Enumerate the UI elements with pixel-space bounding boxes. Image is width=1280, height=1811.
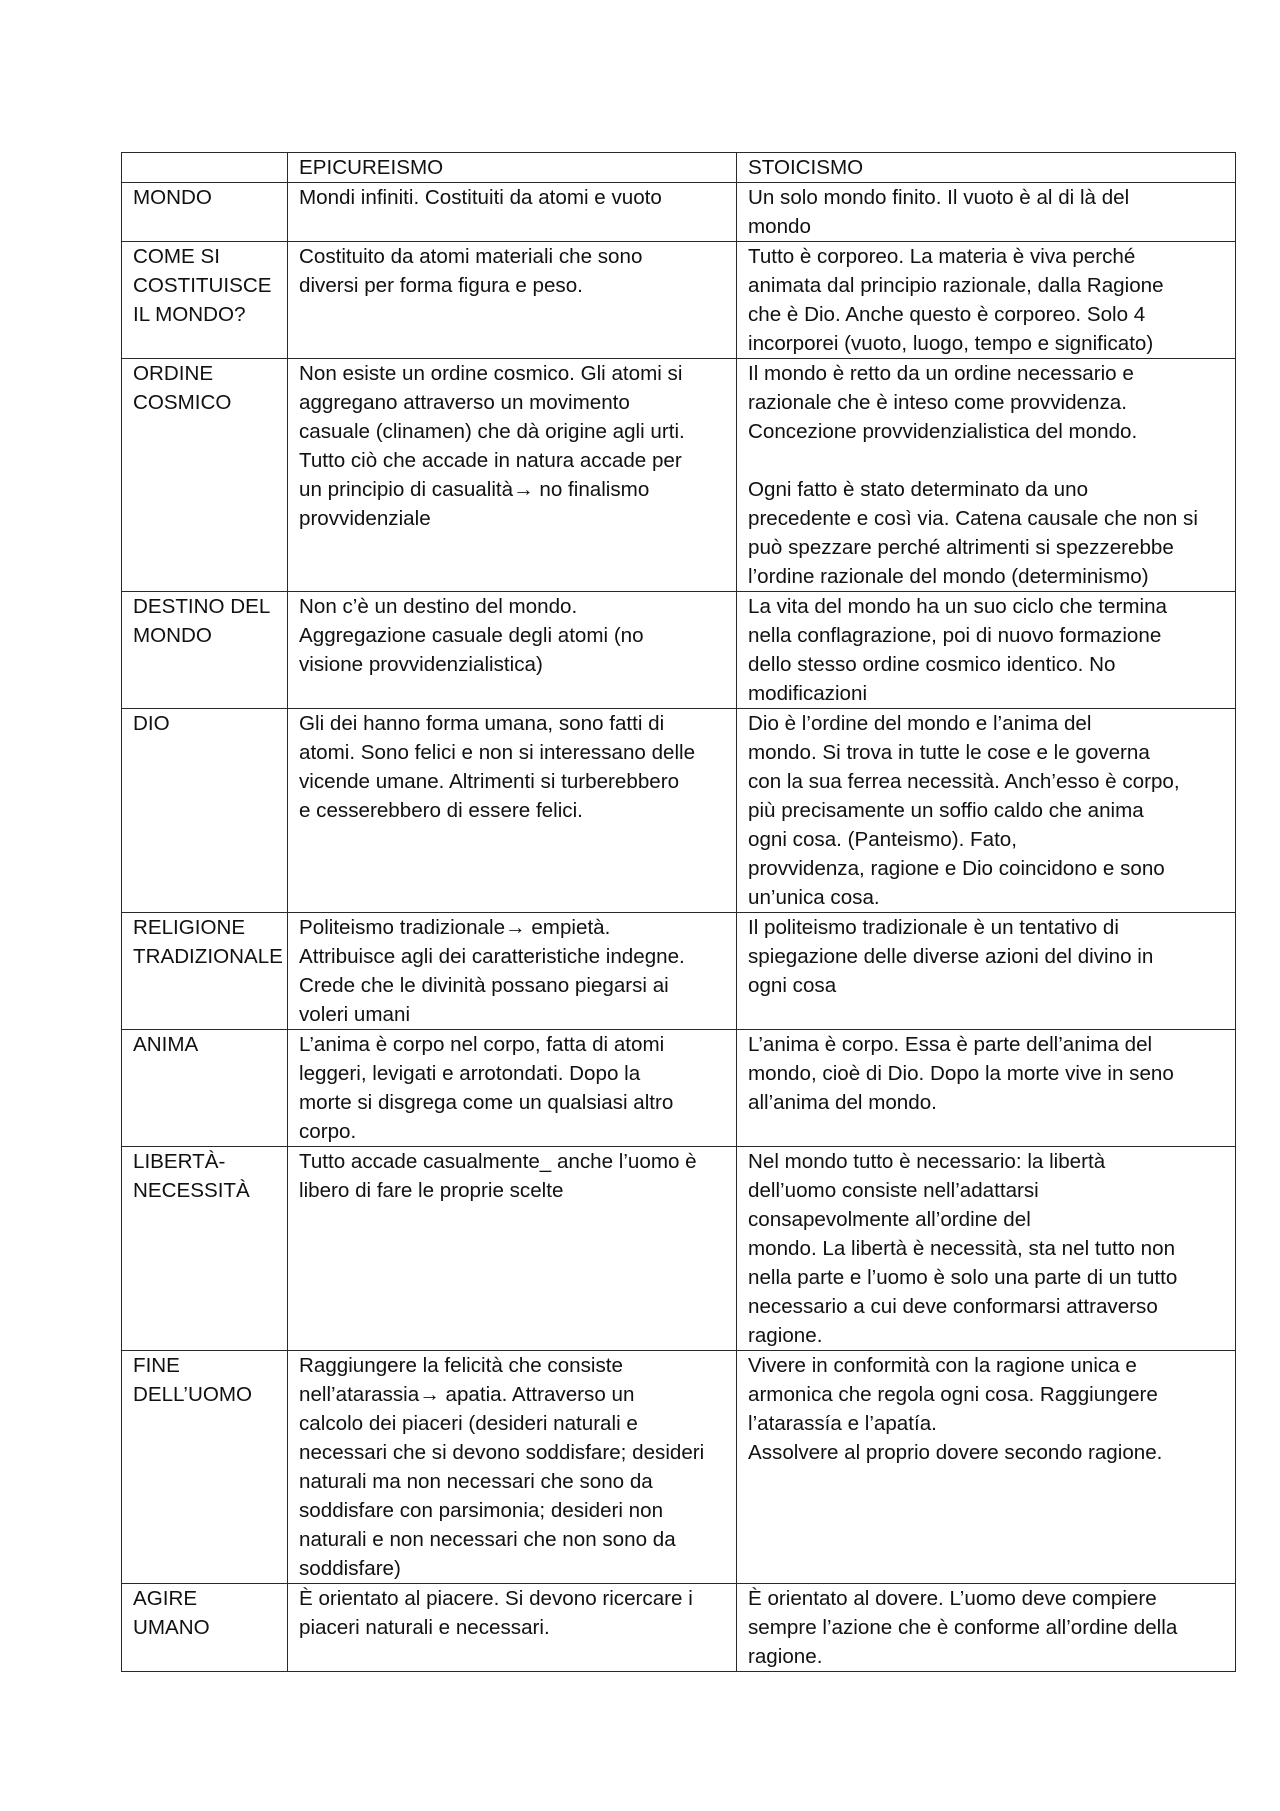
cell-text-line: Tutto ciò che accade in natura accade per: [299, 449, 682, 472]
cell-text-line: Un solo mondo finito. Il vuoto è al di là del: [748, 186, 1130, 209]
cell-text-line: corpo.: [299, 1120, 357, 1143]
cell-text-line: mondo: [748, 215, 811, 238]
cell-text-line: necessari che si devono soddisfare; desideri: [299, 1441, 705, 1464]
epicureismo-cell: [288, 1147, 737, 1351]
row-label-cell: [122, 242, 288, 359]
cell-text-line: morte si disgrega come un qualsiasi altro: [299, 1091, 674, 1114]
cell-text-line: Raggiungere la felicità che consiste: [299, 1354, 623, 1377]
cell-text-line: DIO: [133, 712, 170, 735]
epicureismo-cell: [288, 1030, 737, 1147]
cell-text-line: dello stesso ordine cosmico identico. No: [748, 653, 1116, 676]
cell-text-line: consapevolmente all’ordine del: [748, 1208, 1031, 1231]
header-epicureismo: EPICUREISMO: [288, 153, 737, 183]
cell-text-line: nella conflagrazione, poi di nuovo formazione: [748, 624, 1162, 647]
cell-text-line: animata dal principio razionale, dalla Ragione: [748, 274, 1164, 297]
cell-text-line: COSTITUISCE: [133, 274, 272, 297]
cell-text-line: Concezione provvidenzialistica del mondo.: [748, 420, 1138, 443]
cell-text-line: Non c’è un destino del mondo.: [299, 595, 578, 618]
cell-text-line: aggregano attraverso un movimento: [299, 391, 630, 414]
cell-text-line: DESTINO DEL: [133, 595, 271, 618]
cell-text-line: provvidenziale: [299, 507, 431, 530]
table-row: [122, 709, 1236, 913]
cell-text-line: LIBERTÀ-: [133, 1150, 226, 1173]
stoicismo-cell: [737, 1147, 1236, 1351]
epicureismo-cell: [288, 913, 737, 1030]
cell-text-line: razionale che è inteso come provvidenza.: [748, 391, 1127, 414]
cell-text-line: può spezzare perché altrimenti si spezzerebbe: [748, 536, 1174, 559]
table-row: [122, 183, 1236, 242]
cell-text-line: provvidenza, ragione e Dio coincidono e sono: [748, 857, 1165, 880]
cell-text-line: RELIGIONE: [133, 916, 246, 939]
cell-text-line: mondo. La libertà è necessità, sta nel tutto non: [748, 1237, 1176, 1260]
cell-text-line: Gli dei hanno forma umana, sono fatti di: [299, 712, 665, 735]
cell-text-line: ANIMA: [133, 1033, 199, 1056]
cell-text-line: ogni cosa. (Panteismo). Fato,: [748, 828, 1017, 851]
epicureismo-cell: [288, 709, 737, 913]
stoicismo-cell: [737, 183, 1236, 242]
cell-text-line: voleri umani: [299, 1003, 411, 1026]
cell-text-line: MONDO: [133, 186, 212, 209]
epicureismo-cell: [288, 592, 737, 709]
row-label-cell: [122, 1584, 288, 1672]
cell-text-line: soddisfare): [299, 1557, 401, 1580]
cell-text-line: ragione.: [748, 1324, 823, 1347]
cell-text-line: COME SI: [133, 245, 220, 268]
cell-text-line: Non esiste un ordine cosmico. Gli atomi si: [299, 362, 683, 385]
cell-text-line: all’anima del mondo.: [748, 1091, 937, 1114]
table-row: [122, 913, 1236, 1030]
cell-text-line: naturali e non necessari che non sono da: [299, 1528, 676, 1551]
cell-text-line: l’atarassía e l’apatía.: [748, 1412, 937, 1435]
row-label-cell: [122, 709, 288, 913]
cell-text-line: AGIRE: [133, 1587, 198, 1610]
cell-text-line: È orientato al dovere. L’uomo deve compiere: [748, 1587, 1157, 1610]
cell-text-line: È orientato al piacere. Si devono ricercare i: [299, 1587, 693, 1610]
cell-text-line: Costituito da atomi materiali che sono: [299, 245, 643, 268]
cell-text-line: dell’uomo consiste nell’adattarsi: [748, 1179, 1039, 1202]
cell-text-line: che è Dio. Anche questo è corporeo. Solo 4: [748, 303, 1146, 326]
cell-text-line: calcolo dei piaceri (desideri naturali e: [299, 1412, 638, 1435]
stoicismo-cell: [737, 592, 1236, 709]
row-label-cell: [122, 592, 288, 709]
cell-text-line: ragione.: [748, 1645, 823, 1668]
cell-text-line: leggeri, levigati e arrotondati. Dopo la: [299, 1062, 641, 1085]
epicureismo-cell: [288, 1584, 737, 1672]
cell-text-line: diversi per forma figura e peso.: [299, 274, 583, 297]
cell-text-line: FINE: [133, 1354, 180, 1377]
cell-text-line: necessario a cui deve conformarsi attraverso: [748, 1295, 1158, 1318]
table-body: [122, 183, 1236, 1672]
cell-text-line: con la sua ferrea necessità. Anch’esso è corpo,: [748, 770, 1180, 793]
cell-text-line: Il politeismo tradizionale è un tentativo di: [748, 916, 1119, 939]
comparison-table: [121, 152, 1236, 1672]
row-label-cell: [122, 913, 288, 1030]
cell-text-line: IL MONDO?: [133, 303, 246, 326]
cell-text-line: Nel mondo tutto è necessario: la libertà: [748, 1150, 1106, 1173]
epicureismo-cell: [288, 183, 737, 242]
cell-text-line: NECESSITÀ: [133, 1179, 250, 1202]
cell-text-line: Tutto è corporeo. La materia è viva perché: [748, 245, 1136, 268]
row-label-cell: [122, 1351, 288, 1584]
row-label-cell: [122, 359, 288, 592]
cell-text-line: nell’atarassia→ apatia. Attraverso un: [299, 1383, 635, 1406]
epicureismo-cell: [288, 242, 737, 359]
cell-text-line: l’ordine razionale del mondo (determinismo): [748, 565, 1149, 588]
stoicismo-cell: [737, 1030, 1236, 1147]
table-row: [122, 1147, 1236, 1351]
header-label-cell: [122, 153, 288, 183]
table-row: [122, 592, 1236, 709]
cell-text-line: più precisamente un soffio caldo che anima: [748, 799, 1144, 822]
cell-text-line: L’anima è corpo nel corpo, fatta di atomi: [299, 1033, 665, 1056]
stoicismo-cell: [737, 913, 1236, 1030]
row-label-cell: [122, 183, 288, 242]
cell-text-line: un’unica cosa.: [748, 886, 880, 909]
cell-text-line: armonica che regola ogni cosa. Raggiungere: [748, 1383, 1158, 1406]
cell-text-line: spiegazione delle diverse azioni del divino in: [748, 945, 1154, 968]
cell-text-line: visione provvidenzialistica): [299, 653, 543, 676]
table-row: [122, 359, 1236, 592]
cell-text-line: DELL’UOMO: [133, 1383, 253, 1406]
stoicismo-cell: [737, 1584, 1236, 1672]
stoicismo-cell: [737, 359, 1236, 592]
epicureismo-cell: [288, 1351, 737, 1584]
table-row: [122, 1030, 1236, 1147]
cell-text-line: Politeismo tradizionale→ empietà.: [299, 916, 611, 939]
cell-text-line: Crede che le divinità possano piegarsi ai: [299, 974, 669, 997]
cell-text-line: UMANO: [133, 1616, 210, 1639]
stoicismo-cell: [737, 1351, 1236, 1584]
cell-text-line: ogni cosa: [748, 974, 837, 997]
cell-text-line: Assolvere al proprio dovere secondo ragione.: [748, 1441, 1163, 1464]
cell-text-line: modificazioni: [748, 682, 868, 705]
cell-text-line: soddisfare con parsimonia; desideri non: [299, 1499, 664, 1522]
cell-text-line: incorporei (vuoto, luogo, tempo e significato): [748, 332, 1154, 355]
cell-text-line: precedente e così via. Catena causale che non si: [748, 507, 1198, 530]
blank-line: [748, 446, 1225, 475]
cell-text-line: Ogni fatto è stato determinato da uno: [748, 478, 1089, 501]
cell-text-line: libero di fare le proprie scelte: [299, 1179, 564, 1202]
cell-text-line: L’anima è corpo. Essa è parte dell’anima del: [748, 1033, 1153, 1056]
cell-text-line: MONDO: [133, 624, 212, 647]
cell-text-line: atomi. Sono felici e non si interessano delle: [299, 741, 696, 764]
cell-text-line: un principio di casualità→ no finalismo: [299, 478, 650, 501]
stoicismo-cell: [737, 242, 1236, 359]
cell-text-line: Attribuisce agli dei caratteristiche indegne.: [299, 945, 685, 968]
cell-text-line: piaceri naturali e necessari.: [299, 1616, 550, 1639]
table-header-row: [122, 153, 1236, 183]
epicureismo-cell: [288, 359, 737, 592]
cell-text-line: TRADIZIONALE: [133, 945, 283, 968]
cell-text-line: Tutto accade casualmente_ anche l’uomo è: [299, 1150, 697, 1173]
cell-text-line: e cesserebbero di essere felici.: [299, 799, 583, 822]
cell-text-line: Vivere in conformità con la ragione unica e: [748, 1354, 1137, 1377]
cell-text-line: mondo, cioè di Dio. Dopo la morte vive in seno: [748, 1062, 1174, 1085]
cell-text-line: Aggregazione casuale degli atomi (no: [299, 624, 644, 647]
cell-text-line: Il mondo è retto da un ordine necessario e: [748, 362, 1134, 385]
cell-text-line: nella parte e l’uomo è solo una parte di un tutto: [748, 1266, 1178, 1289]
cell-text-line: casuale (clinamen) che dà origine agli urti.: [299, 420, 685, 443]
table-row: [122, 242, 1236, 359]
stoicismo-cell: [737, 709, 1236, 913]
row-label-cell: [122, 1147, 288, 1351]
cell-text-line: Dio è l’ordine del mondo e l’anima del: [748, 712, 1092, 735]
table-row: [122, 1584, 1236, 1672]
cell-text-line: COSMICO: [133, 391, 232, 414]
cell-text-line: sempre l’azione che è conforme all’ordine della: [748, 1616, 1178, 1639]
header-stoicismo: STOICISMO: [737, 153, 1236, 183]
table-row: [122, 1351, 1236, 1584]
cell-text-line: ORDINE: [133, 362, 214, 385]
cell-text-line: mondo. Si trova in tutte le cose e le governa: [748, 741, 1150, 764]
row-label-cell: [122, 1030, 288, 1147]
cell-text-line: naturali ma non necessari che sono da: [299, 1470, 653, 1493]
cell-text-line: La vita del mondo ha un suo ciclo che termina: [748, 595, 1167, 618]
cell-text-line: vicende umane. Altrimenti si turberebbero: [299, 770, 680, 793]
cell-text-line: Mondi infiniti. Costituiti da atomi e vuoto: [299, 186, 662, 209]
